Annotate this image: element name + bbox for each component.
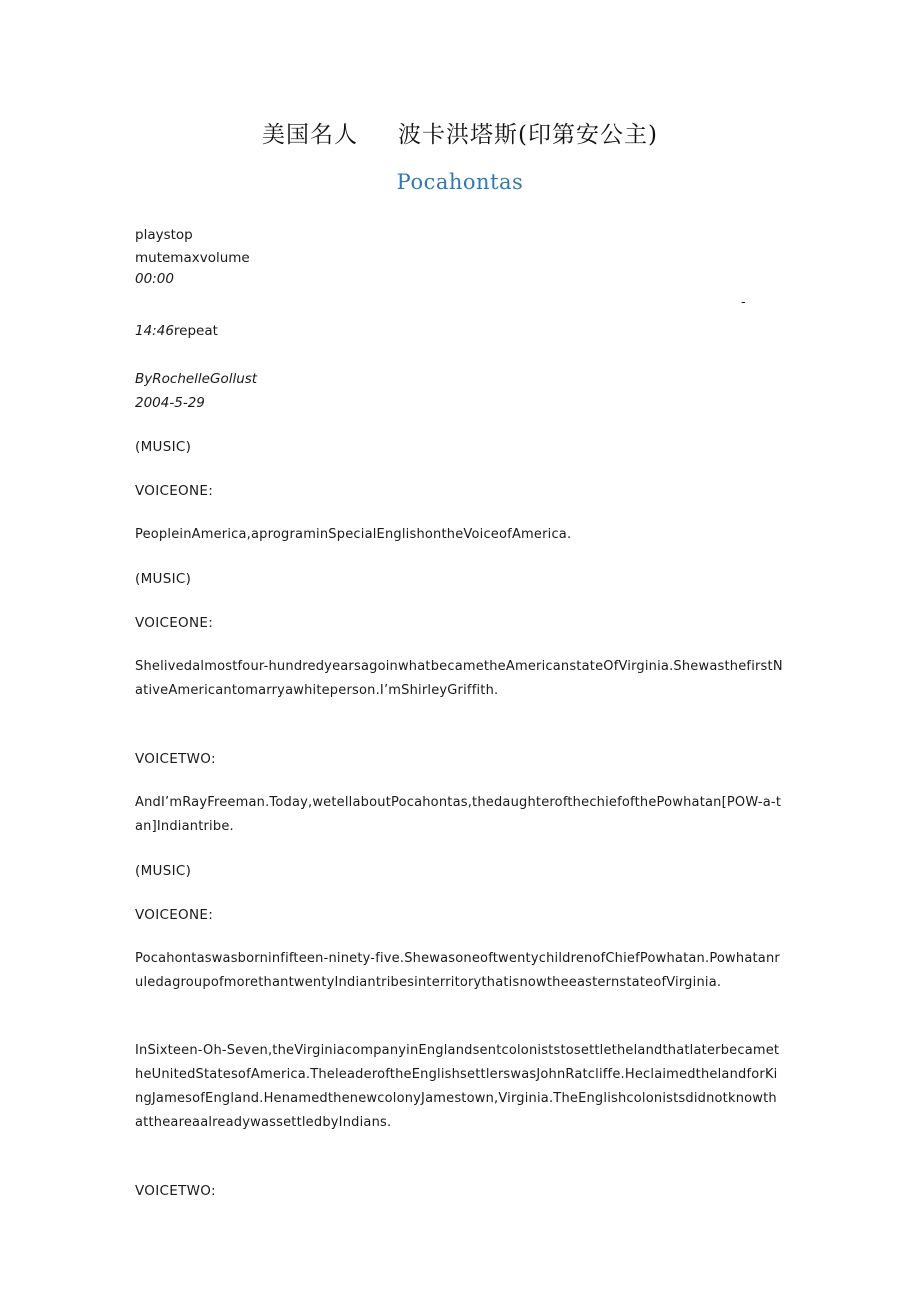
music-cue: (MUSIC): [135, 863, 192, 879]
speaker-label: VOICEONE:: [135, 615, 214, 631]
speaker-label: VOICEONE:: [135, 907, 214, 923]
speaker-label: VOICEONE:: [135, 483, 214, 499]
music-cue: (MUSIC): [135, 571, 192, 587]
player-controls-play-stop[interactable]: playstop: [135, 227, 193, 243]
player-time-current: 00:00: [135, 271, 174, 287]
speaker-label: VOICETWO:: [135, 751, 216, 767]
title-part-2: 波卡洪塔斯(印第安公主): [398, 122, 658, 148]
paragraph-4: Pocahontaswasborninfifteen-ninety-five.ShewasoneoftwentychildrenofChiefPowhatan.PowhatanruledagroupofmorethantwentyIndiantribesinterritorythatisnowtheeasternstateofVirginia.: [135, 951, 780, 990]
player-time-total: 14:46: [135, 323, 174, 339]
music-cue: (MUSIC): [135, 439, 192, 455]
player-time-total-row: [135, 323, 218, 339]
page-title: [0, 116, 920, 149]
player-repeat-control[interactable]: repeat: [173, 323, 218, 339]
byline-author: ByRochelleGollust: [135, 371, 258, 387]
player-controls-volume[interactable]: mutemaxvolume: [135, 250, 250, 266]
paragraph-intro: PeopleinAmerica,aprograminSpecialEnglishontheVoiceofAmerica.: [135, 527, 572, 542]
player-time-separator: -: [741, 295, 746, 310]
speaker-label: VOICETWO:: [135, 1183, 216, 1199]
byline-date: 2004-5-29: [135, 395, 205, 411]
title-part-1: 美国名人: [262, 122, 359, 148]
page-subtitle: Pocahontas: [396, 170, 524, 194]
paragraph-5: InSixteen-Oh-Seven,theVirginiacompanyinEnglandsentcoloniststosettlethelandthatlaterbecametheUnitedStatesofAmerica.TheleaderoftheEnglishsettlerswasJohnRatcliffe.HeclaimedthelandforKingJamesofEngland.HenamedthenewcolonyJamestown,Virginia.TheEnglishcolonistsdidnotknowthattheareaalreadywassettledbyIndians.: [135, 1043, 780, 1130]
paragraph-2: Shelivedalmostfour-hundredyearsagoinwhatbecametheAmericanstateOfVirginia.ShewasthefirstNativeAmericantomarryawhiteperson.I’mShirleyGriffith.: [135, 659, 783, 698]
paragraph-3: AndI’mRayFreeman.Today,wetellaboutPocahontas,thedaughterofthechiefofthePowhatan[POW-a-tan]Indiantribe.: [135, 795, 782, 834]
